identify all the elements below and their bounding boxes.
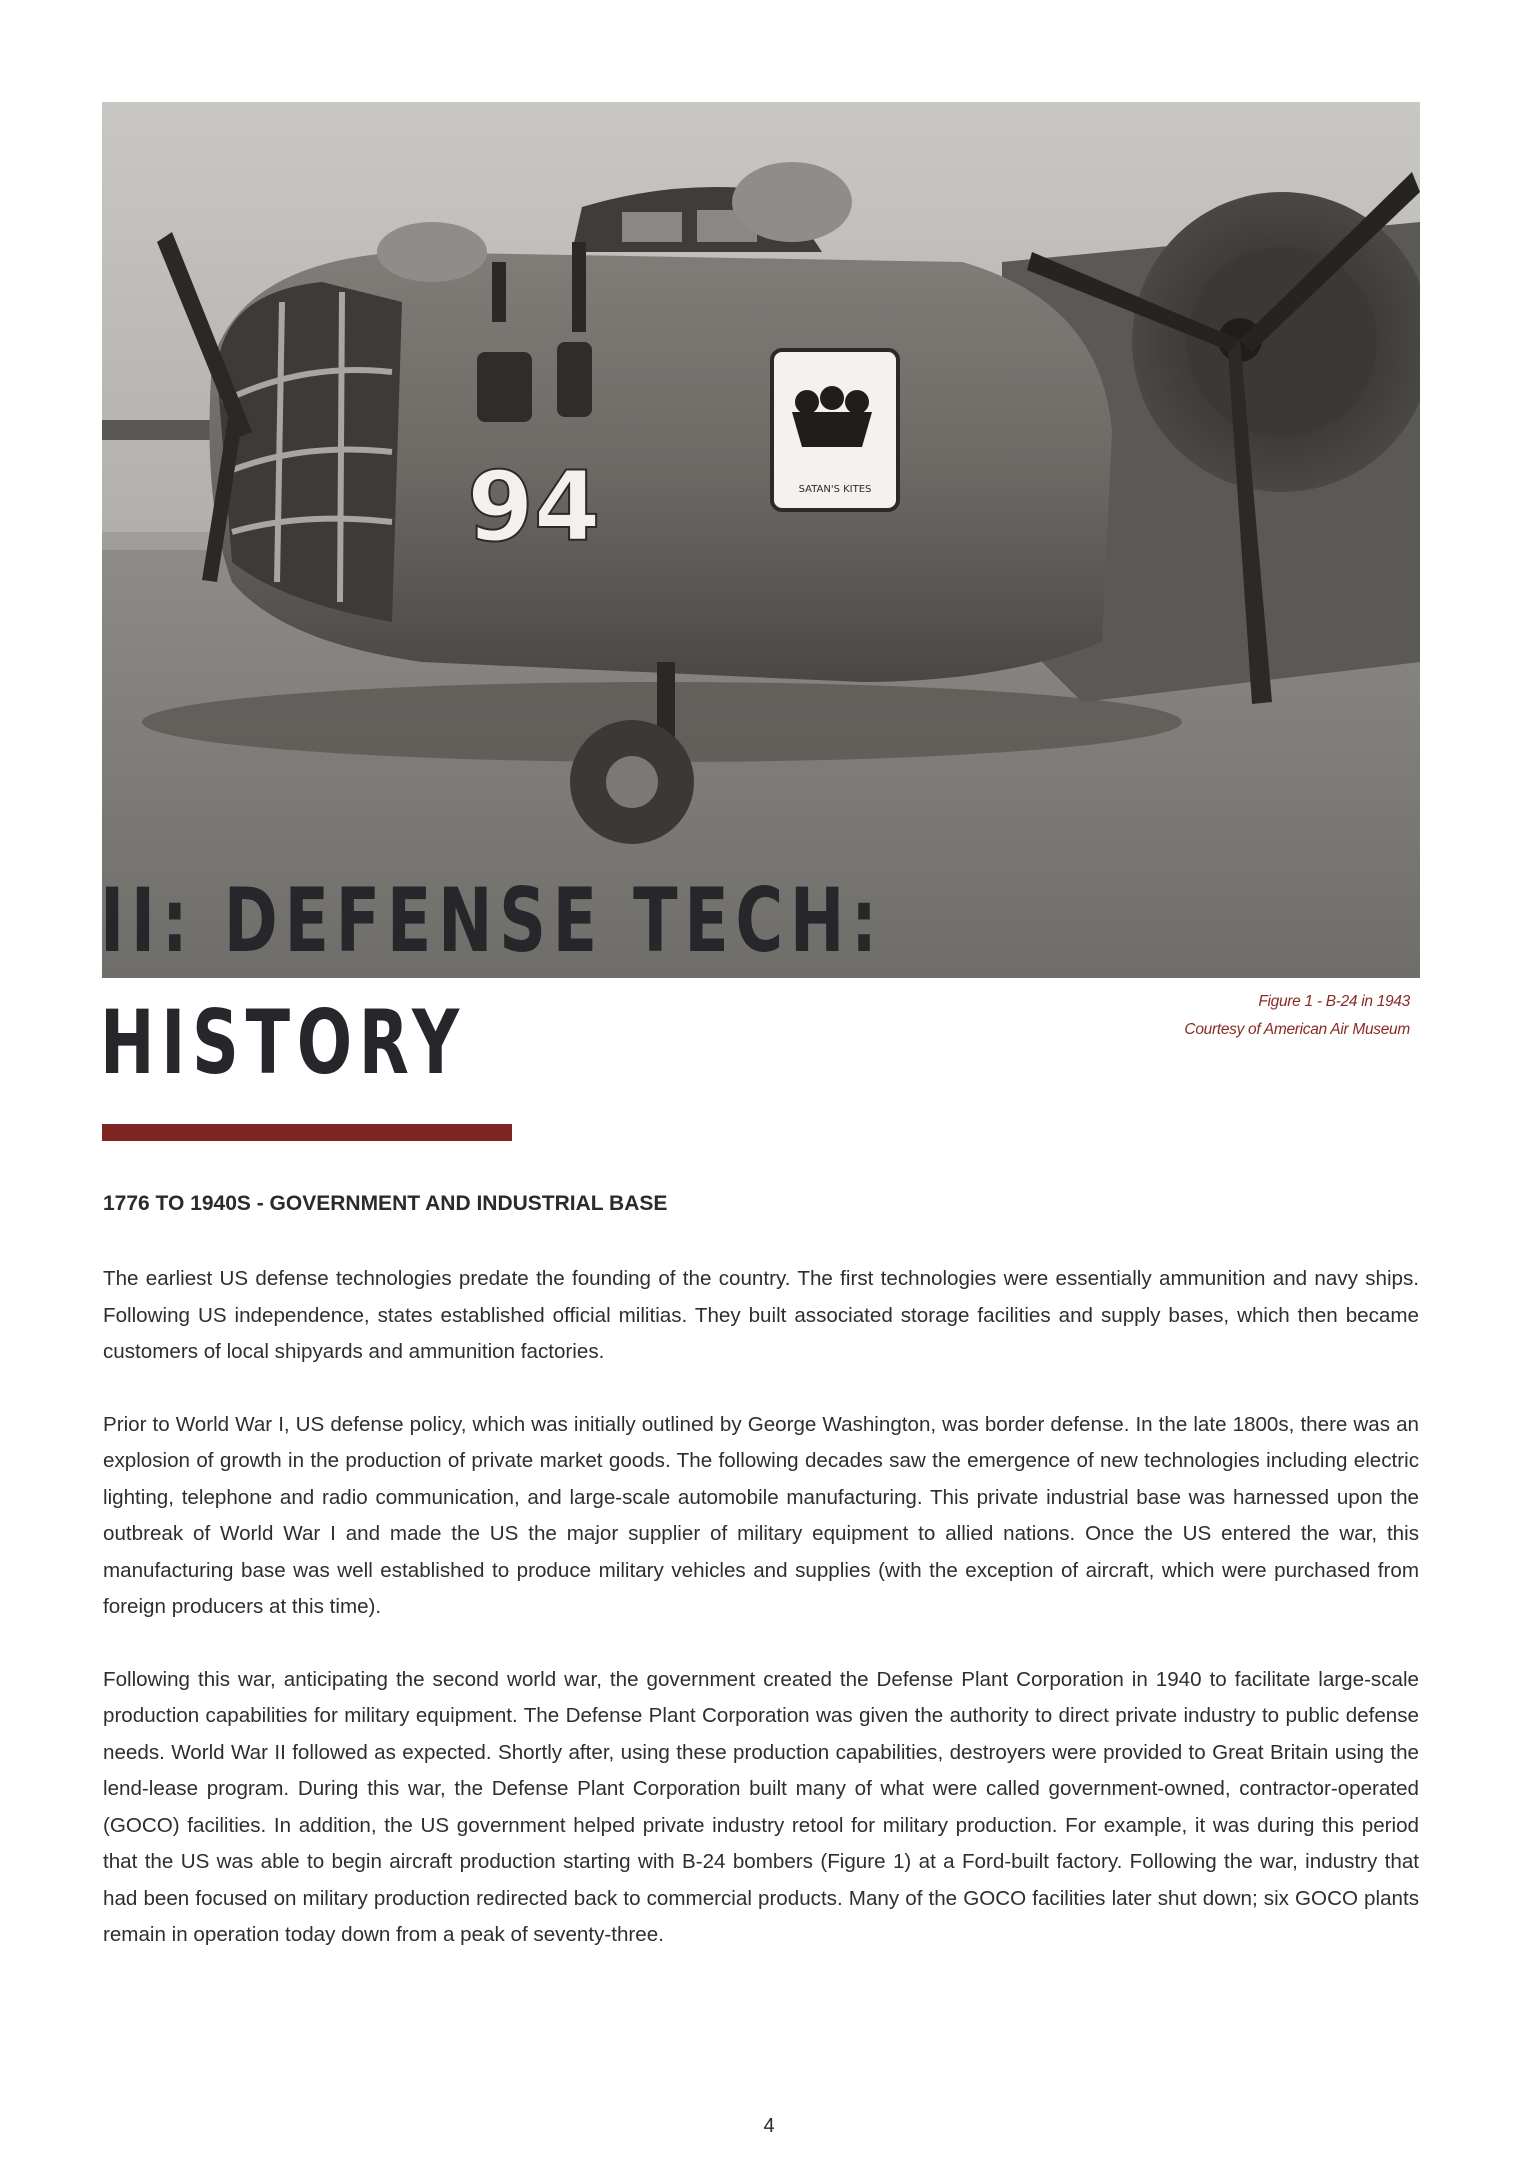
figure-caption <box>1184 988 1410 1044</box>
title-accent-rule <box>102 1124 512 1141</box>
paragraph-2: Prior to World War I, US defense policy, which was initially outlined by George Washington, was border defense. In the late 1800s, there was an explosion of growth in the production of private market goods. The following decades saw the emergence of new technologies including electric lighting, telephone and radio communication, and large-scale automobile manufacturing. This private industrial base was harnessed upon the outbreak of World War I and made the US the major supplier of military equipment to allied nations. Once the US entered the war, this manufacturing base was well established to produce military vehicles and supplies (with the exception of aircraft, which were purchased from foreign producers at this time). <box>103 1412 1419 1618</box>
caption-line-1: Figure 1 - B-24 in 1943 <box>1258 993 1410 1010</box>
b24-photo <box>102 102 1420 978</box>
page-number: 4 <box>763 2115 775 2137</box>
nose-number: 94 <box>467 451 601 563</box>
insignia-text: SATAN'S KITES <box>798 484 872 495</box>
page-title <box>100 860 884 1104</box>
section-heading: 1776 TO 1940S - GOVERNMENT AND INDUSTRIAL BASE <box>103 1192 668 1215</box>
paragraph-1: The earliest US defense technologies predate the founding of the country. The first technologies were essentially ammunition and navy ships. Following US independence, states established official militias. They built associated storage facilities and supply bases, which then became customers of local shipyards and ammunition factories. <box>103 1267 1419 1363</box>
title-line-2: HISTORY <box>100 991 466 1094</box>
caption-line-2: Courtesy of American Air Museum <box>1184 1021 1410 1038</box>
section-body <box>103 1261 1419 1990</box>
paragraph-3: Following this war, anticipating the second world war, the government created the Defense Plant Corporation in 1940 to facilitate large-scale production capabilities for military equipment. The Defense Plant Corporation was given the authority to direct private industry to public defense needs. World War II followed as expected. Shortly after, using these production capabilities, destroyers were provided to Great Britain using the lend-lease program. During this war, the Defense Plant Corporation built many of what were called government-owned, contractor-operated (GOCO) facilities. In addition, the US government helped private industry retool for military production. For example, it was during this period that the US was able to begin aircraft production starting with B-24 bombers (Figure 1) at a Ford-built factory. Following the war, industry that had been focused on military production redirected back to commercial products. Many of the GOCO facilities later shut down; six GOCO plants remain in operation today down from a peak of seventy-three. <box>103 1667 1419 1946</box>
title-line-1: II: DEFENSE TECH: <box>100 869 884 972</box>
